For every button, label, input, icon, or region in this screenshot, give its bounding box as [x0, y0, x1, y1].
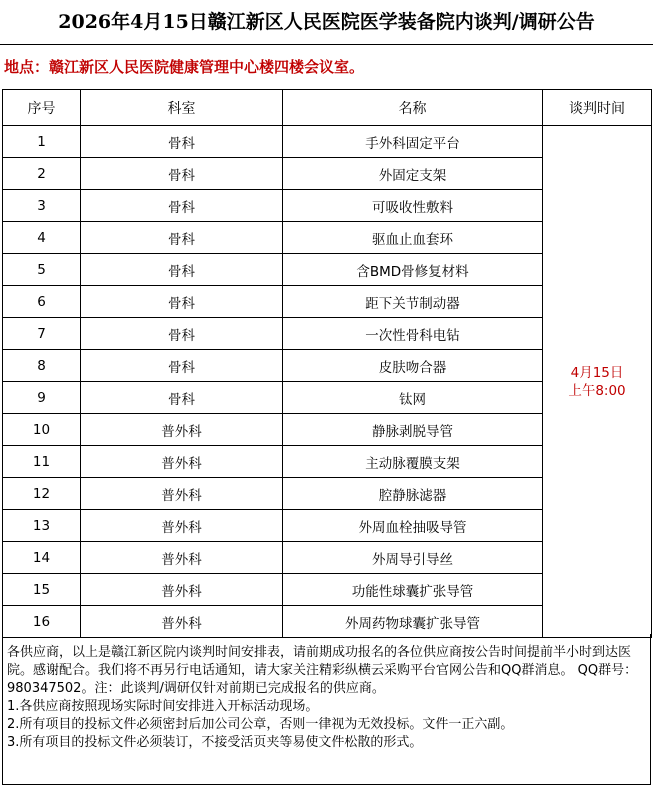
cell-dept: 骨科 — [81, 350, 283, 382]
cell-no: 12 — [3, 478, 81, 510]
cell-no: 5 — [3, 254, 81, 286]
cell-name: 功能性球囊扩张导管 — [283, 574, 543, 606]
cell-dept: 骨科 — [81, 222, 283, 254]
cell-dept: 普外科 — [81, 478, 283, 510]
cell-name: 外周导引导丝 — [283, 542, 543, 574]
cell-no: 9 — [3, 382, 81, 414]
cell-no: 10 — [3, 414, 81, 446]
cell-no: 6 — [3, 286, 81, 318]
schedule-table — [2, 89, 652, 638]
cell-dept: 普外科 — [81, 606, 283, 638]
cell-no: 16 — [3, 606, 81, 638]
cell-dept: 骨科 — [81, 158, 283, 190]
cell-dept: 骨科 — [81, 254, 283, 286]
cell-dept: 骨科 — [81, 126, 283, 158]
cell-dept: 普外科 — [81, 446, 283, 478]
cell-name: 钛网 — [283, 382, 543, 414]
cell-name: 外固定支架 — [283, 158, 543, 190]
header-no: 序号 — [3, 90, 81, 126]
header-dept: 科室 — [81, 90, 283, 126]
note-item: 2.所有项目的投标文件必须密封后加公司公章，否则一律视为无效投标。文件一正六副。 — [7, 717, 514, 732]
note-item: 3.所有项目的投标文件必须装订，不接受活页夹等易使文件松散的形式。 — [7, 735, 423, 750]
cell-dept: 骨科 — [81, 286, 283, 318]
cell-no: 15 — [3, 574, 81, 606]
location-line: 地点：赣江新区人民医院健康管理中心楼四楼会议室。 — [4, 58, 365, 76]
cell-no: 1 — [3, 126, 81, 158]
cell-name: 一次性骨科电钻 — [283, 318, 543, 350]
cell-name: 外周药物球囊扩张导管 — [283, 606, 543, 638]
cell-no: 8 — [3, 350, 81, 382]
page-title: 2026年4月15日赣江新区人民医院医学装备院内谈判/调研公告 — [0, 0, 653, 45]
cell-dept: 普外科 — [81, 510, 283, 542]
cell-dept: 骨科 — [81, 318, 283, 350]
notes-intro: 各供应商，以上是赣江新区院内谈判时间安排表，请前期成功报名的各位供应商按公告时间提前半小时到达医院。感谢配合。我们将不再另行电话通知，请大家关注精彩纵横云采购平台官网公告和QQ群消息。 QQ群号：980347502。注：此谈判/调研仅针对前期已完成报名的供应商。 — [7, 645, 638, 696]
cell-name: 皮肤吻合器 — [283, 350, 543, 382]
cell-dept: 普外科 — [81, 414, 283, 446]
cell-name: 主动脉覆膜支架 — [283, 446, 543, 478]
cell-no: 7 — [3, 318, 81, 350]
cell-name: 驱血止血套环 — [283, 222, 543, 254]
cell-dept: 骨科 — [81, 190, 283, 222]
cell-name: 含BMD骨修复材料 — [283, 254, 543, 286]
cell-no: 4 — [3, 222, 81, 254]
cell-dept: 骨科 — [81, 382, 283, 414]
header-time: 谈判时间 — [543, 90, 652, 126]
cell-no: 14 — [3, 542, 81, 574]
cell-name: 可吸收性敷料 — [283, 190, 543, 222]
cell-name: 外周血栓抽吸导管 — [283, 510, 543, 542]
notes-section — [2, 634, 651, 785]
cell-name: 静脉剥脱导管 — [283, 414, 543, 446]
cell-no: 2 — [3, 158, 81, 190]
table-row — [3, 126, 652, 158]
negotiation-time-cell — [543, 126, 652, 638]
cell-name: 手外科固定平台 — [283, 126, 543, 158]
cell-name: 腔静脉滤器 — [283, 478, 543, 510]
time-date: 4月15日 — [570, 364, 624, 381]
time-hour: 上午8:00 — [568, 382, 626, 399]
header-name: 名称 — [283, 90, 543, 126]
cell-dept: 普外科 — [81, 574, 283, 606]
table-header-row — [3, 90, 652, 126]
cell-dept: 普外科 — [81, 542, 283, 574]
cell-no: 11 — [3, 446, 81, 478]
cell-no: 13 — [3, 510, 81, 542]
cell-name: 距下关节制动器 — [283, 286, 543, 318]
note-item: 1.各供应商按照现场实际时间安排进入开标活动现场。 — [7, 699, 319, 714]
cell-no: 3 — [3, 190, 81, 222]
